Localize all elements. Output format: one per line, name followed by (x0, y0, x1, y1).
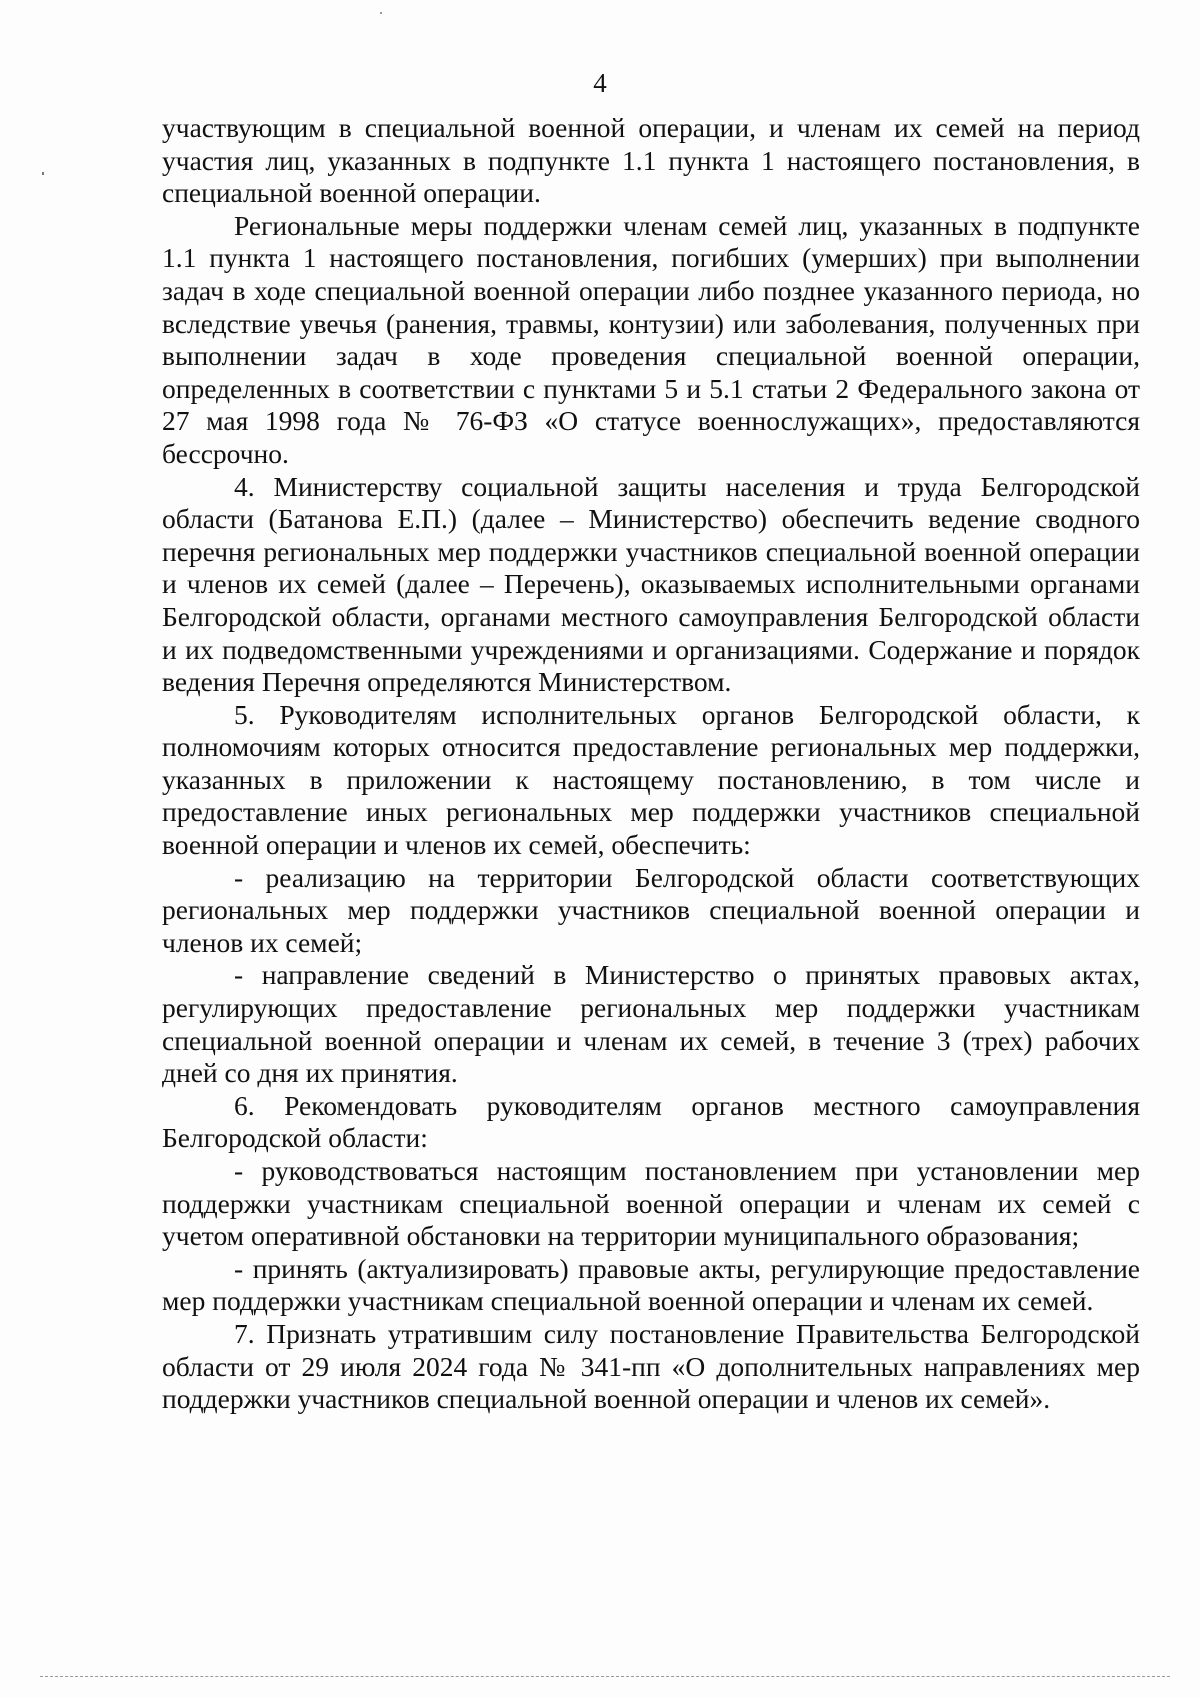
scan-speck (42, 172, 44, 175)
paragraph-item-6: 6. Рекомендовать руководителям органов местного самоуправления Белгородской области: (162, 1089, 1140, 1154)
scan-edge-line (40, 1676, 1170, 1677)
paragraph-item-7: 7. Признать утратившим силу постановление Правительства Белгородской области от 29 июля 2024 года № 341-пп «О дополнительных направлениях мер поддержки участников специальной военной операции и членов их семей». (162, 1317, 1140, 1415)
paragraph-item-5-bullet-2: - направление сведений в Министерство о принятых правовых актах, регулирующих предоставление региональных мер поддержки участникам специальной военной операции и членам их семей, в течение 3 (трех) рабочих дней со дня их принятия. (162, 959, 1140, 1089)
scan-speck (380, 12, 382, 14)
paragraph-item-6-bullet-2: - принять (актуализировать) правовые акты, регулирующие предоставление мер поддержки участникам специальной военной операции и членам их семей. (162, 1252, 1140, 1317)
paragraph-regional-measures: Региональные меры поддержки членам семей лиц, указанных в подпункте 1.1 пункта 1 настоящего постановления, погибших (умерших) при выполнении задач в ходе специальной военной операции либо позднее указанного периода, но вследствие увечья (ранения, травмы, контузии) или заболевания, полученных при выполнении задач в ходе проведения специальной военной операции, определенных в соответствии с пунктами 5 и 5.1 статьи 2 Федерального закона от 27 мая 1998 года № 76-ФЗ «О статусе военнослужащих», предоставляются бессрочно. (162, 209, 1140, 469)
page-number: 4 (593, 68, 607, 98)
paragraph-item-6-bullet-1: - руководствоваться настоящим постановлением при установлении мер поддержки участникам специальной военной операции и членам их семей с учетом оперативной обстановки на территории муниципального образования; (162, 1155, 1140, 1252)
paragraph-item-5: 5. Руководителям исполнительных органов Белгородской области, к полномочиям которых относится предоставление региональных мер поддержки, указанных в приложении к настоящему постановлению, в том числе и предоставление иных региональных мер поддержки участников специальной военной операции и членов их семей, обеспечить: (162, 698, 1140, 861)
paragraph-item-4: 4. Министерству социальной защиты населения и труда Белгородской области (Батанова Е.П.) (далее – Министерство) обеспечить ведение сводного перечня региональных мер поддержки участников специальной военной операции и членов их семей (далее – Перечень), оказываемых исполнительными органами Белгородской области, органами местного самоуправления Белгородской области и их подведомственными учреждениями и организациями. Содержание и порядок ведения Перечня определяются Министерством. (162, 470, 1140, 698)
paragraph-item-5-bullet-1: - реализацию на территории Белгородской области соответствующих региональных мер поддержки участников специальной военной операции и членов их семей; (162, 861, 1140, 958)
paragraph-continuation: участвующим в специальной военной операции, и членам их семей на период участия лиц, указанных в подпункте 1.1 пункта 1 настоящего постановления, в специальной военной операции. (162, 112, 1140, 209)
document-body (162, 112, 1140, 1416)
